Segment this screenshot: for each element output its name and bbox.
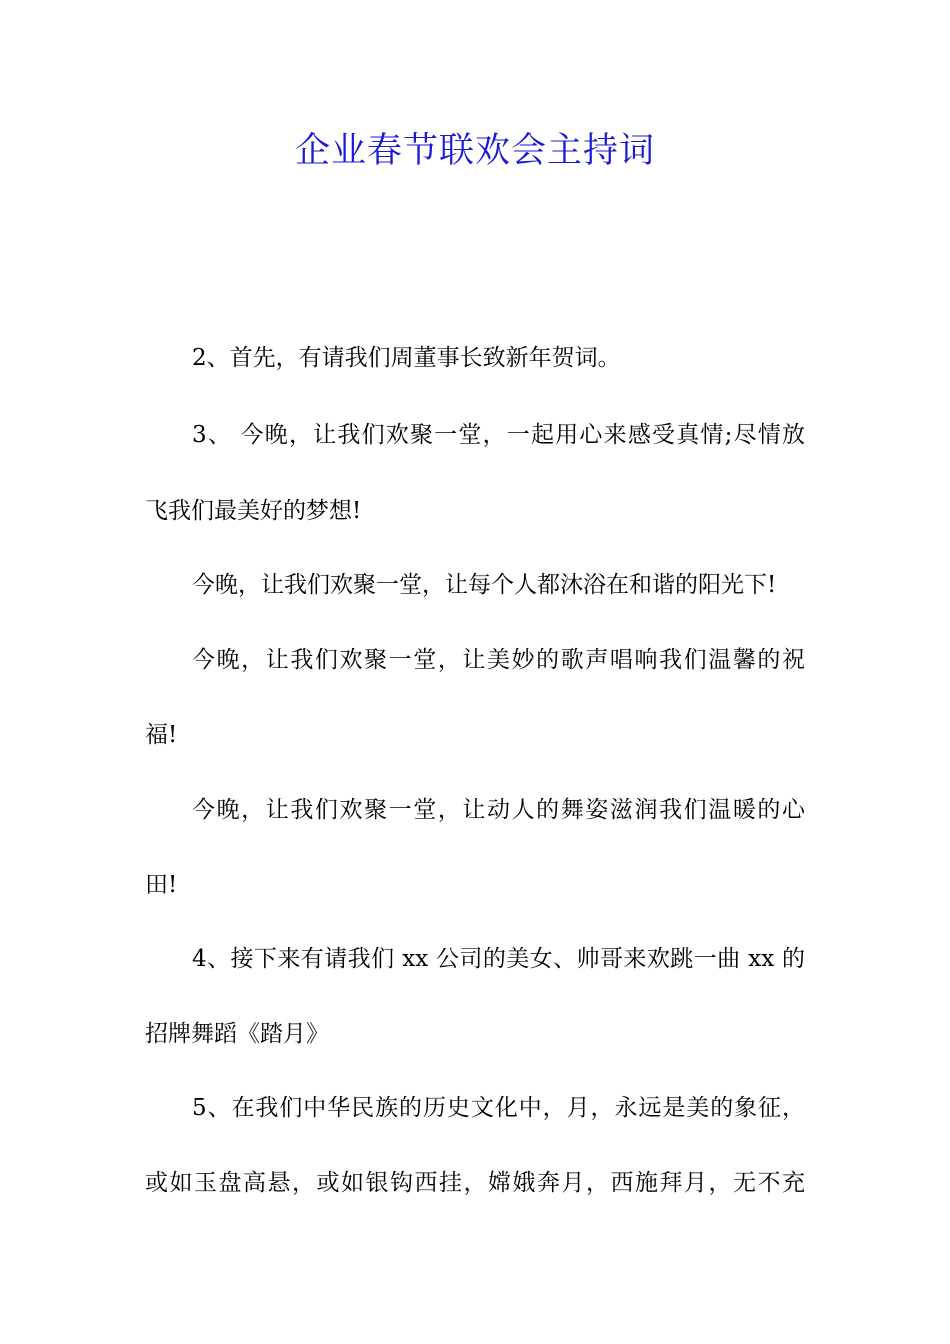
paragraph-line: 福! [145,722,178,748]
paragraph-line: 飞我们最美好的梦想! [145,498,362,524]
paragraph-line: 5、在我们中华民族的历史文化中，月，永远是美的象征， [192,1095,805,1121]
paragraph-line: 3、 今晚，让我们欢聚一堂，一起用心来感受真情;尽情放 [192,422,805,448]
paragraph-line: 今晚，让我们欢聚一堂，让每个人都沐浴在和谐的阳光下! [192,572,777,598]
paragraph-line: 招牌舞蹈《踏月》 [145,1021,329,1047]
paragraph-line: 田! [145,872,178,898]
paragraph-line: 4、接下来有请我们 xx 公司的美女、帅哥来欢跳一曲 xx 的 [192,946,805,972]
paragraph-line: 今晚，让我们欢聚一堂，让动人的舞姿滋润我们温暖的心 [192,797,805,823]
document-title: 企业春节联欢会主持词 [294,131,655,171]
paragraph-line: 2、首先，有请我们周董事长致新年贺词。 [192,345,621,371]
paragraph-line: 或如玉盘高悬，或如银钩西挂，嫦娥奔月，西施拜月，无不充 [145,1170,805,1196]
paragraph-line: 今晚，让我们欢聚一堂，让美妙的歌声唱响我们温馨的祝 [192,647,805,673]
